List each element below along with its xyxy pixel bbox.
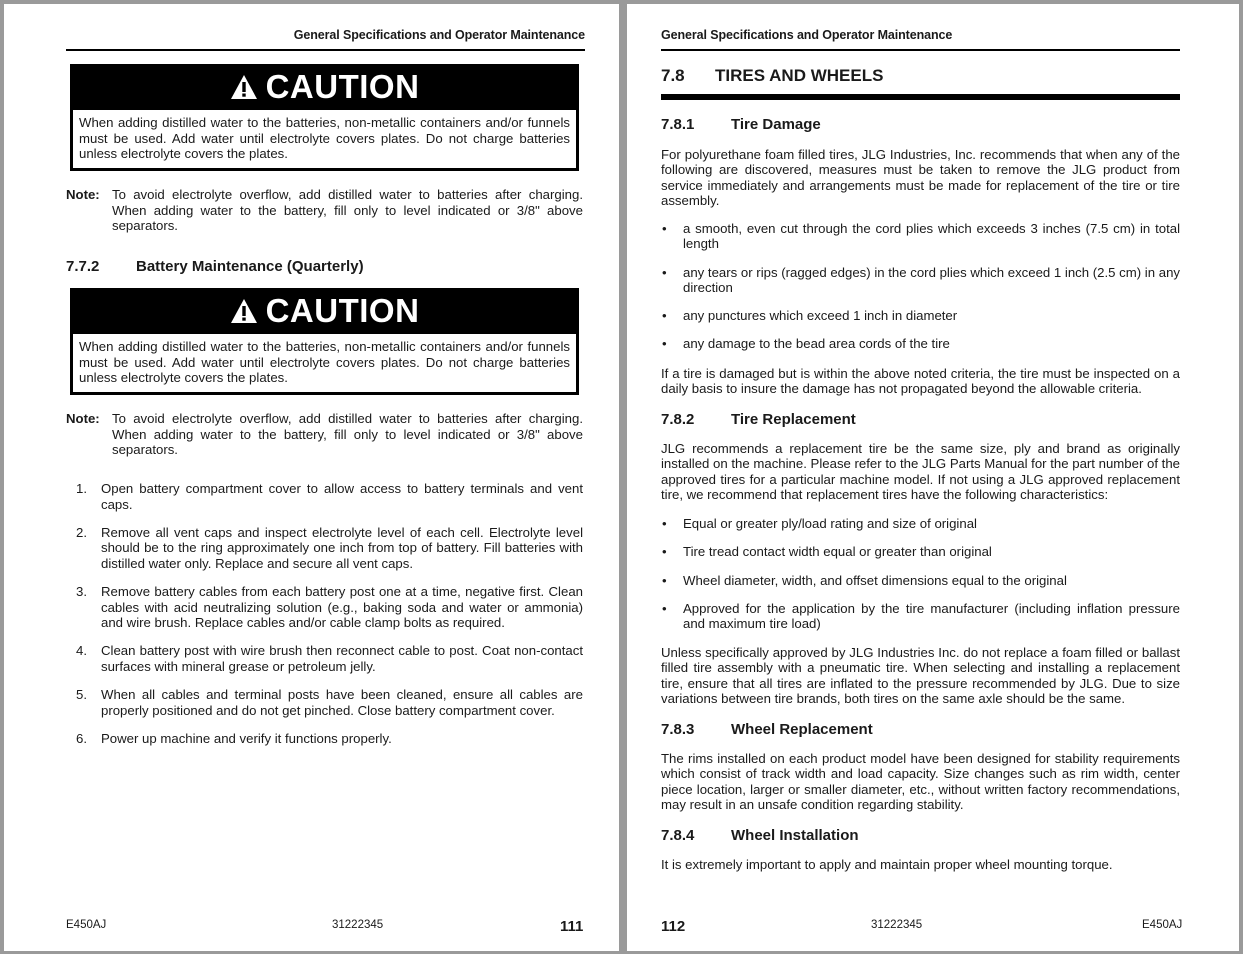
- caution-text: When adding distilled water to the batteries, non-metallic containers and/or funnels must be used. Add water until electrolyte covers plates. Do not charge batteries unless electrolyte covers the plates.: [73, 334, 576, 392]
- header-rule: [661, 49, 1180, 51]
- caution-title: CAUTION: [73, 64, 576, 110]
- header-rule: [66, 49, 585, 51]
- wheel-installation-text: It is extremely important to apply and maintain proper wheel mounting torque.: [661, 857, 1113, 872]
- section-heading-7-8-3: 7.8.3 Wheel Replacement: [661, 721, 873, 738]
- tire-replacement-intro: JLG recommends a replacement tire be the same size, ply and brand as originally installed on the machine. Please refer to the JLG Parts Manual for the part number of the approved tires for a particular machine model. If not using a JLG approved replacement tire, we recommend that replacement tires have the following characteristics:: [661, 441, 1180, 502]
- running-head: General Specifications and Operator Maintenance: [293, 28, 585, 42]
- step-item: 4. Clean battery post with wire brush then reconnect cable to post. Coat non-contact surfaces with mineral grease or petroleum jelly.: [76, 643, 583, 674]
- list-item: • Tire tread contact width equal or greater than original: [662, 544, 992, 560]
- warning-triangle-icon: [230, 74, 258, 100]
- caution-title: CAUTION: [73, 288, 576, 334]
- note: [66, 411, 583, 458]
- step-item: 6. Power up machine and verify it functions properly.: [76, 730, 392, 746]
- note-text: To avoid electrolyte overflow, add distilled water to batteries after charging. When adding water to the battery, fill only to level indicated or 3/8" above separators.: [112, 411, 583, 458]
- footer-doc-number: 31222345: [332, 919, 384, 931]
- list-item: • any tears or rips (ragged edges) in the cord plies which exceed 1 inch (2.5 cm) in any direction: [662, 264, 1180, 295]
- procedure-steps: [66, 481, 583, 759]
- footer-model: E450AJ: [1142, 919, 1183, 931]
- section-heading-7-8-1: 7.8.1 Tire Damage: [661, 116, 821, 133]
- tire-damage-criteria: [661, 221, 1180, 365]
- note-text: To avoid electrolyte overflow, add distilled water to batteries after charging. When adding water to the battery, fill only to level indicated or 3/8" above separators.: [112, 187, 583, 234]
- tire-damage-outro: If a tire is damaged but is within the above noted criteria, the tire must be inspected on a daily basis to insure the damage has not propagated beyond the allowable criteria.: [661, 366, 1180, 397]
- chapter-rule: [661, 94, 1180, 100]
- caution-box: [70, 64, 579, 171]
- section-heading-7-8-2: 7.8.2 Tire Replacement: [661, 411, 856, 428]
- tire-replacement-outro: Unless specifically approved by JLG Industries Inc. do not replace a foam filled or ballast filled tire assembly with a pneumatic tire. When selecting and installing a replacement tire, ensure that all tires are inflated to the pressure recommended by JLG. Due to size variations between tire brands, both tires on the same axle should be the same.: [661, 645, 1180, 706]
- page-112: [627, 4, 1239, 951]
- footer-doc-number: 31222345: [871, 919, 923, 931]
- note: [66, 187, 583, 234]
- page-number: 112: [661, 918, 686, 935]
- step-item: 5. When all cables and terminal posts have been cleaned, ensure all cables are properly positioned and do not get pinched. Close battery compartment cover.: [76, 686, 583, 718]
- note-label: Note:: [66, 411, 100, 426]
- tire-replacement-characteristics: [661, 516, 1180, 644]
- step-item: 3. Remove battery cables from each battery post one at a time, negative first. Clean cables with acid neutralizing solution (e.g., baking soda and water or ammonia) and wire brush. Replace cables and/or cable clamp bolts as required.: [76, 583, 583, 631]
- caution-text: When adding distilled water to the batteries, non-metallic containers and/or funnels must be used. Add water until electrolyte covers plates. Do not charge batteries unless electrolyte covers the plates.: [73, 110, 576, 168]
- step-item: 1. Open battery compartment cover to allow access to battery terminals and vent caps.: [76, 481, 583, 512]
- note-label: Note:: [66, 187, 100, 202]
- page-111: [4, 4, 619, 951]
- wheel-replacement-text: The rims installed on each product model have been designed for stability requirements which consist of track width and load capacity. Size changes such as rim width, center piece location, larger or smaller diameter, etc., without written factory recommendations, may result in an unsafe condition regarding stability.: [661, 751, 1180, 812]
- caution-box: [70, 288, 579, 395]
- list-item: • Wheel diameter, width, and offset dimensions equal to the original: [662, 572, 1067, 588]
- running-head: General Specifications and Operator Maintenance: [661, 28, 953, 42]
- list-item: • a smooth, even cut through the cord plies which exceeds 3 inches (7.5 cm) in total length: [662, 221, 1180, 252]
- chapter-heading-7-8: 7.8 TIRES AND WHEELS: [661, 66, 884, 85]
- page-number: 111: [560, 918, 584, 935]
- footer-model: E450AJ: [66, 919, 107, 931]
- section-heading-7-8-4: 7.8.4 Wheel Installation: [661, 827, 859, 844]
- step-item: 2. Remove all vent caps and inspect electrolyte level of each cell. Electrolyte level should be to the ring approximately one inch from top of battery. Fill batteries with distilled water only. Replace and secure all vent caps.: [76, 524, 583, 571]
- list-item: • Approved for the application by the tire manufacturer (including inflation pressure and maximum tire load): [662, 600, 1180, 632]
- section-heading-7-7-2: 7.7.2 Battery Maintenance (Quarterly): [66, 258, 364, 275]
- list-item: • any damage to the bead area cords of the tire: [662, 336, 950, 352]
- tire-damage-intro: For polyurethane foam filled tires, JLG Industries, Inc. recommends that when any of the following are discovered, measures must be taken to remove the JLG product from service immediately and arrangements must be made for replacement of the tire or tire assembly.: [661, 147, 1180, 208]
- list-item: • Equal or greater ply/load rating and size of original: [662, 516, 977, 531]
- warning-triangle-icon: [230, 298, 258, 324]
- list-item: • any punctures which exceed 1 inch in diameter: [662, 308, 958, 324]
